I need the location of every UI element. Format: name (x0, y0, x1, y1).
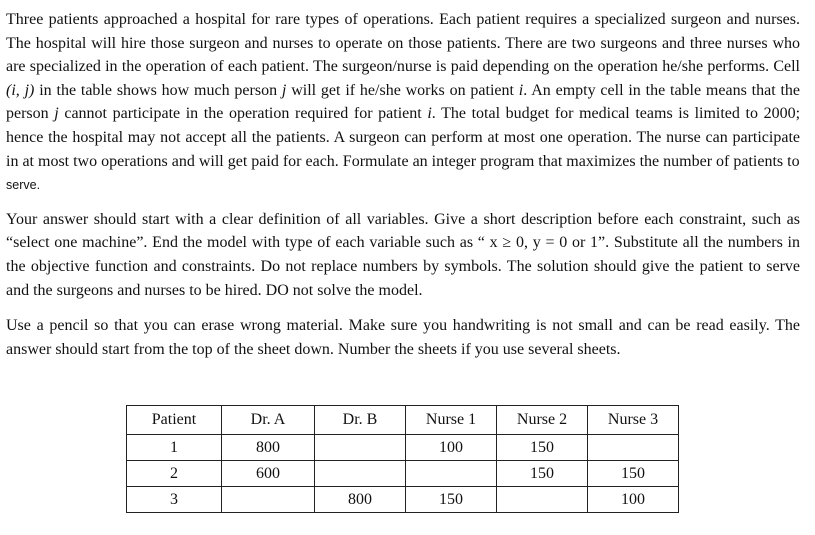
text-run: . The total budget for medical teams is limited to 2000; hence the hospital may not accept all the patients. A surgeon can perform at most one operation. The nurse can participate in at most two operations and will get paid for each. Formulate an integer program that maximizes the number of patients to (6, 105, 801, 170)
text-run: serve. (6, 178, 41, 193)
table-cell: 3 (127, 487, 222, 513)
table-cell: 100 (406, 435, 497, 461)
table-cell (222, 487, 315, 513)
index-j: j (54, 105, 59, 123)
text-run: in the table shows how much person (34, 81, 282, 99)
problem-statement-paragraph (6, 8, 800, 198)
text-run: cannot participate in the operation required for patient (58, 105, 428, 123)
table-cell: 600 (222, 461, 315, 487)
table-cell: 800 (222, 435, 315, 461)
table-cell: 150 (497, 435, 588, 461)
header-nurse-2: Nurse 2 (497, 406, 588, 435)
table-header-row (127, 406, 679, 435)
handwriting-instructions-paragraph: Use a pencil so that you can erase wrong material. Make sure you handwriting is not small and can be read easily. The answer should start from the top of the sheet down. Number the sheets if you use several sheets. (6, 317, 800, 358)
table-cell: 150 (497, 461, 588, 487)
header-patient: Patient (127, 406, 222, 435)
table-cell: 150 (588, 461, 679, 487)
cell-notation: (i, j) (6, 81, 35, 99)
table-cell: 100 (588, 487, 679, 513)
table-cell: 800 (315, 487, 406, 513)
header-dr-a: Dr. A (222, 406, 315, 435)
header-nurse-3: Nurse 3 (588, 406, 679, 435)
table-cell (315, 461, 406, 487)
header-nurse-1: Nurse 1 (406, 406, 497, 435)
table-row (127, 461, 679, 487)
text-run: Three patients approached a hospital for rare types of operations. Each patient requires a specialized surgeon and nurses. The hospital will hire those surgeon and nurses to operate on those patients. There are two surgeons and three nurses who are specialized in the operation of each patient. The surgeon/nurse is paid depending on the operation he/she performs. Cell (6, 11, 800, 76)
answer-instructions-paragraph: Your answer should start with a clear definition of all variables. Give a short description before each constraint, such as “select one machine”. End the model with type of each variable such as “ x ≥ 0, y = 0 or 1”. Substitute all the numbers in the objective function and constraints. Do not replace numbers by symbols. The solution should give the patient to serve and the surgeons and nurses to be hired. DO not solve the model. (6, 210, 800, 299)
index-j: j (281, 81, 287, 99)
table-cell (497, 487, 588, 513)
text-run: will get if he/she works on patient (286, 81, 519, 99)
table-cell (406, 461, 497, 487)
header-dr-b: Dr. B (315, 406, 406, 435)
text-run: . An empty cell in the table means that the person (6, 81, 801, 123)
table-row (127, 487, 679, 513)
table-cell (315, 435, 406, 461)
table-cell: 2 (127, 461, 222, 487)
table-cell (588, 435, 679, 461)
index-i: i (518, 81, 524, 99)
table-row (127, 435, 679, 461)
payment-table (126, 405, 679, 513)
table-cell: 1 (127, 435, 222, 461)
document-page (6, 8, 800, 361)
table-cell: 150 (406, 487, 497, 513)
index-i: i (427, 105, 432, 123)
